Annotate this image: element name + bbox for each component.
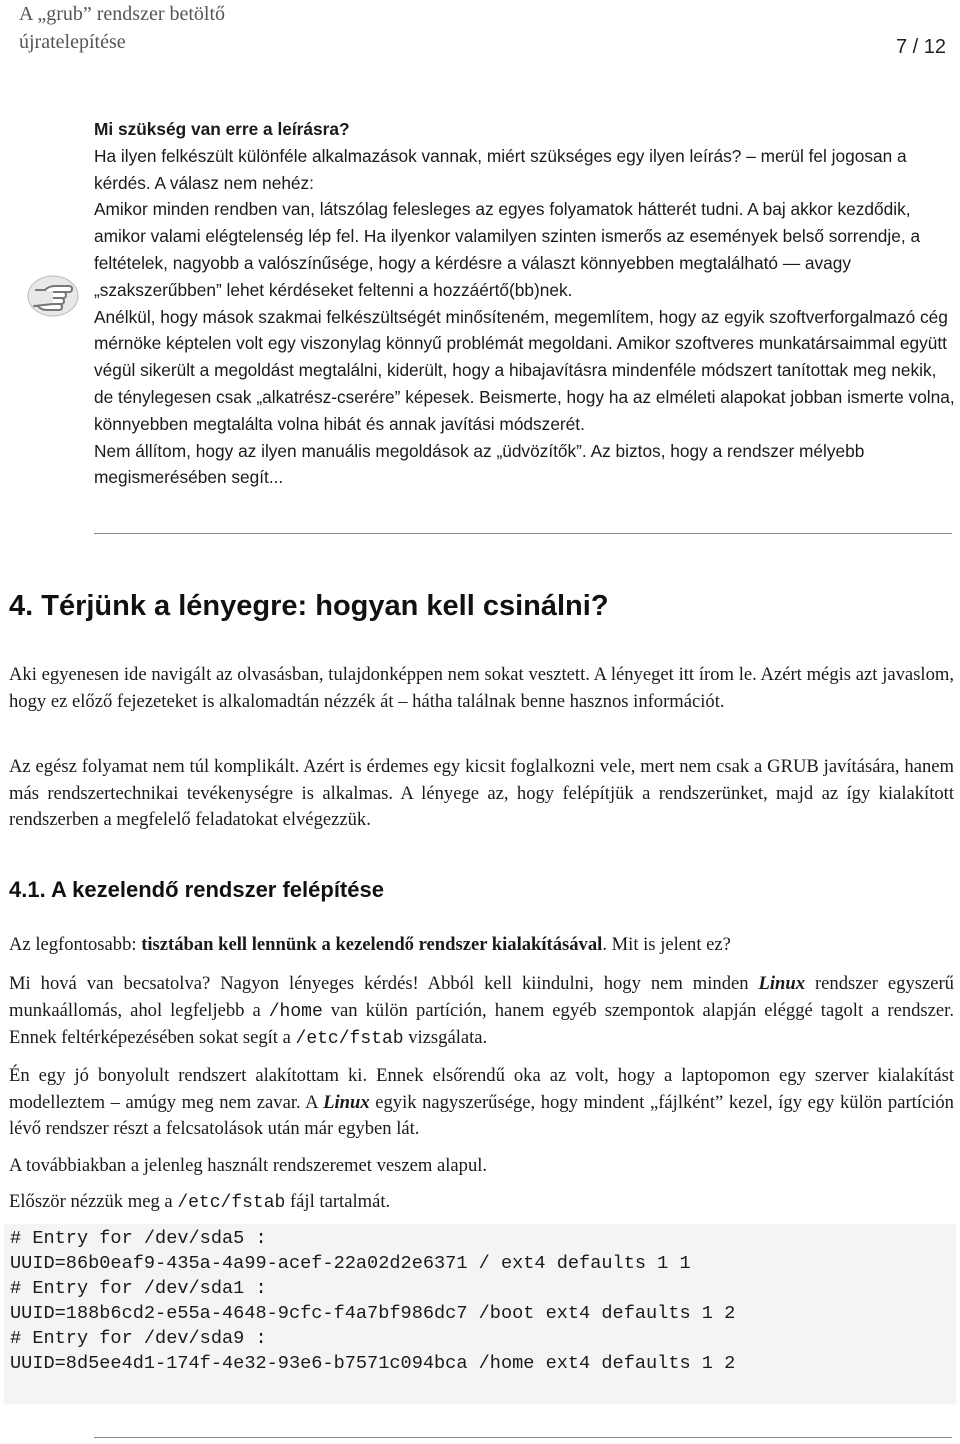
running-header: [19, 0, 225, 56]
path-fstab: /etc/fstab: [295, 1029, 404, 1049]
note-title: Mi szükség van erre a leírásra?: [94, 119, 350, 139]
path-fstab: /etc/fstab: [177, 1193, 286, 1213]
code-block: [4, 1224, 956, 1404]
paragraph: Az legfontosabb: tisztában kell lennünk a kezelendő rendszer kialakításával. Mit is jelent ez?: [9, 934, 731, 955]
pointing-hand-icon: [26, 273, 80, 319]
divider: [94, 533, 952, 534]
paragraph: Először nézzük meg a /etc/fstab fájl tartalmát.: [9, 1191, 391, 1213]
code-line: UUID=188b6cd2-e55a-4648-9cfc-f4a7bf986dc7 /boot ext4 defaults 1 2: [10, 1303, 736, 1324]
code-line: # Entry for /dev/sda1 :: [10, 1278, 267, 1299]
paragraph: Mi hová van becsatolva? Nagyon lényeges kérdés! Abból kell kiindulni, hogy nem minden Linux rendszer egyszerű munkaállomás, ahol legfeljebb a /home van külön partíción, hanem egyéb szempontok alapján eléggé tagolt a rendszer. Ennek feltérképezésében sokat segít a /etc/fstab vizsgálata.: [9, 973, 954, 1049]
note-paragraph: Anélkül, hogy mások szakmai felkészültségét minősíteném, megemlítem, hogy az egyik szoftverforgalmazó cég mérnöke képtelen volt egy viszonylag könnyű problémát megoldani. Amikor szoftveres munkatársaimmal együtt végül sikerült a megoldást megtalálni, kiderült, hogy a hibajavításra mindenféle módszert tanítottak meg nekik, de ténylegesen csak „alkatrész-cserére” képesek. Beismerte, hogy ha az elméleti alapokat jobban ismerte volna, könnyebben megtalálta volna hibát és annak javítási módszerét.: [94, 306, 955, 434]
header-title-line1: A „grub” rendszer betöltő: [19, 3, 226, 25]
note-paragraph: Amikor minden rendben van, látszólag felesleges az egyes folyamatok hátterét tudni. A baj akkor kezdődik, amikor valami elégtelenség lép fel. Ha ilyenkor valamilyen szinten ismerős az események belső sorrendje, a feltételek, nagyobb a valószínűsége, hogy a kérdésre a választ könnyebben megtalálható — avagy „szakszerűbben” lehet kérdéseket feltenni a hozzáértő(bb)nek.: [94, 199, 921, 300]
paragraph: Én egy jó bonyolult rendszert alakítottam ki. Ennek elsőrendű oka az volt, hogy a laptopomon egy szerver kialakítást modelleztem – amúgy meg nem zavar. A Linux egyik nagyszerűsége, hogy mindent „fájlként” kezel, így egy külön partíción lévő rendszer részt a felcsatolások után már egyben lát.: [9, 1065, 954, 1139]
paragraph: A továbbiakban a jelenleg használt rendszeremet veszem alapul.: [9, 1155, 488, 1176]
emphasis: tisztában kell lennünk a kezelendő rendszer kialakításával: [141, 934, 603, 955]
note-paragraph: Nem állítom, hogy az ilyen manuális megoldások az „üdvözítők”. Az biztos, hogy a rendszer mélyebb megismerésében segít...: [94, 440, 865, 488]
path-home: /home: [268, 1001, 323, 1022]
code-line: UUID=8d5ee4d1-174f-4e32-93e6-b7571c094bca /home ext4 defaults 1 2: [10, 1353, 736, 1374]
header-title-line2: újratelepítése: [19, 31, 126, 53]
note-paragraph: Ha ilyen felkészült különféle alkalmazások vannak, miért szükséges egy ilyen leírás? – merül fel jogosan a kérdés. A válasz nem nehéz:: [94, 145, 907, 193]
divider: [94, 1437, 952, 1438]
note-box: [94, 116, 960, 491]
code-line: # Entry for /dev/sda5 :: [10, 1228, 267, 1249]
code-line: # Entry for /dev/sda9 :: [10, 1328, 267, 1349]
subsection-heading: 4.1. A kezelendő rendszer felépítése: [9, 877, 384, 902]
code-line: UUID=86b0eaf9-435a-4a99-acef-22a02d2e6371 / ext4 defaults 1 1: [10, 1253, 691, 1274]
paragraph: Aki egyenesen ide navigált az olvasásban, tulajdonképpen nem sokat vesztett. A lényeget itt írom le. Azért mégis azt javaslom, hogy ez előző fejezeteket is alkalomadtán nézzék át – hátha találnak benne hasznos információt.: [9, 664, 954, 712]
section-heading: 4. Térjünk a lényegre: hogyan kell csinálni?: [9, 590, 609, 622]
paragraph: Az egész folyamat nem túl komplikált. Azért is érdemes egy kicsit foglalkozni vele, mert nem csak a GRUB javítására, hanem más rendszertechnikai tevékenységre is alkalmas. A lényege az, hogy felépítjük a rendszerünket, majd az így kialakított rendszerben a megfelelő feladatokat elvégezzük.: [9, 756, 954, 830]
linux-brand: Linux: [758, 973, 806, 994]
page-number: 7 / 12: [895, 36, 946, 58]
linux-brand: Linux: [323, 1091, 370, 1113]
